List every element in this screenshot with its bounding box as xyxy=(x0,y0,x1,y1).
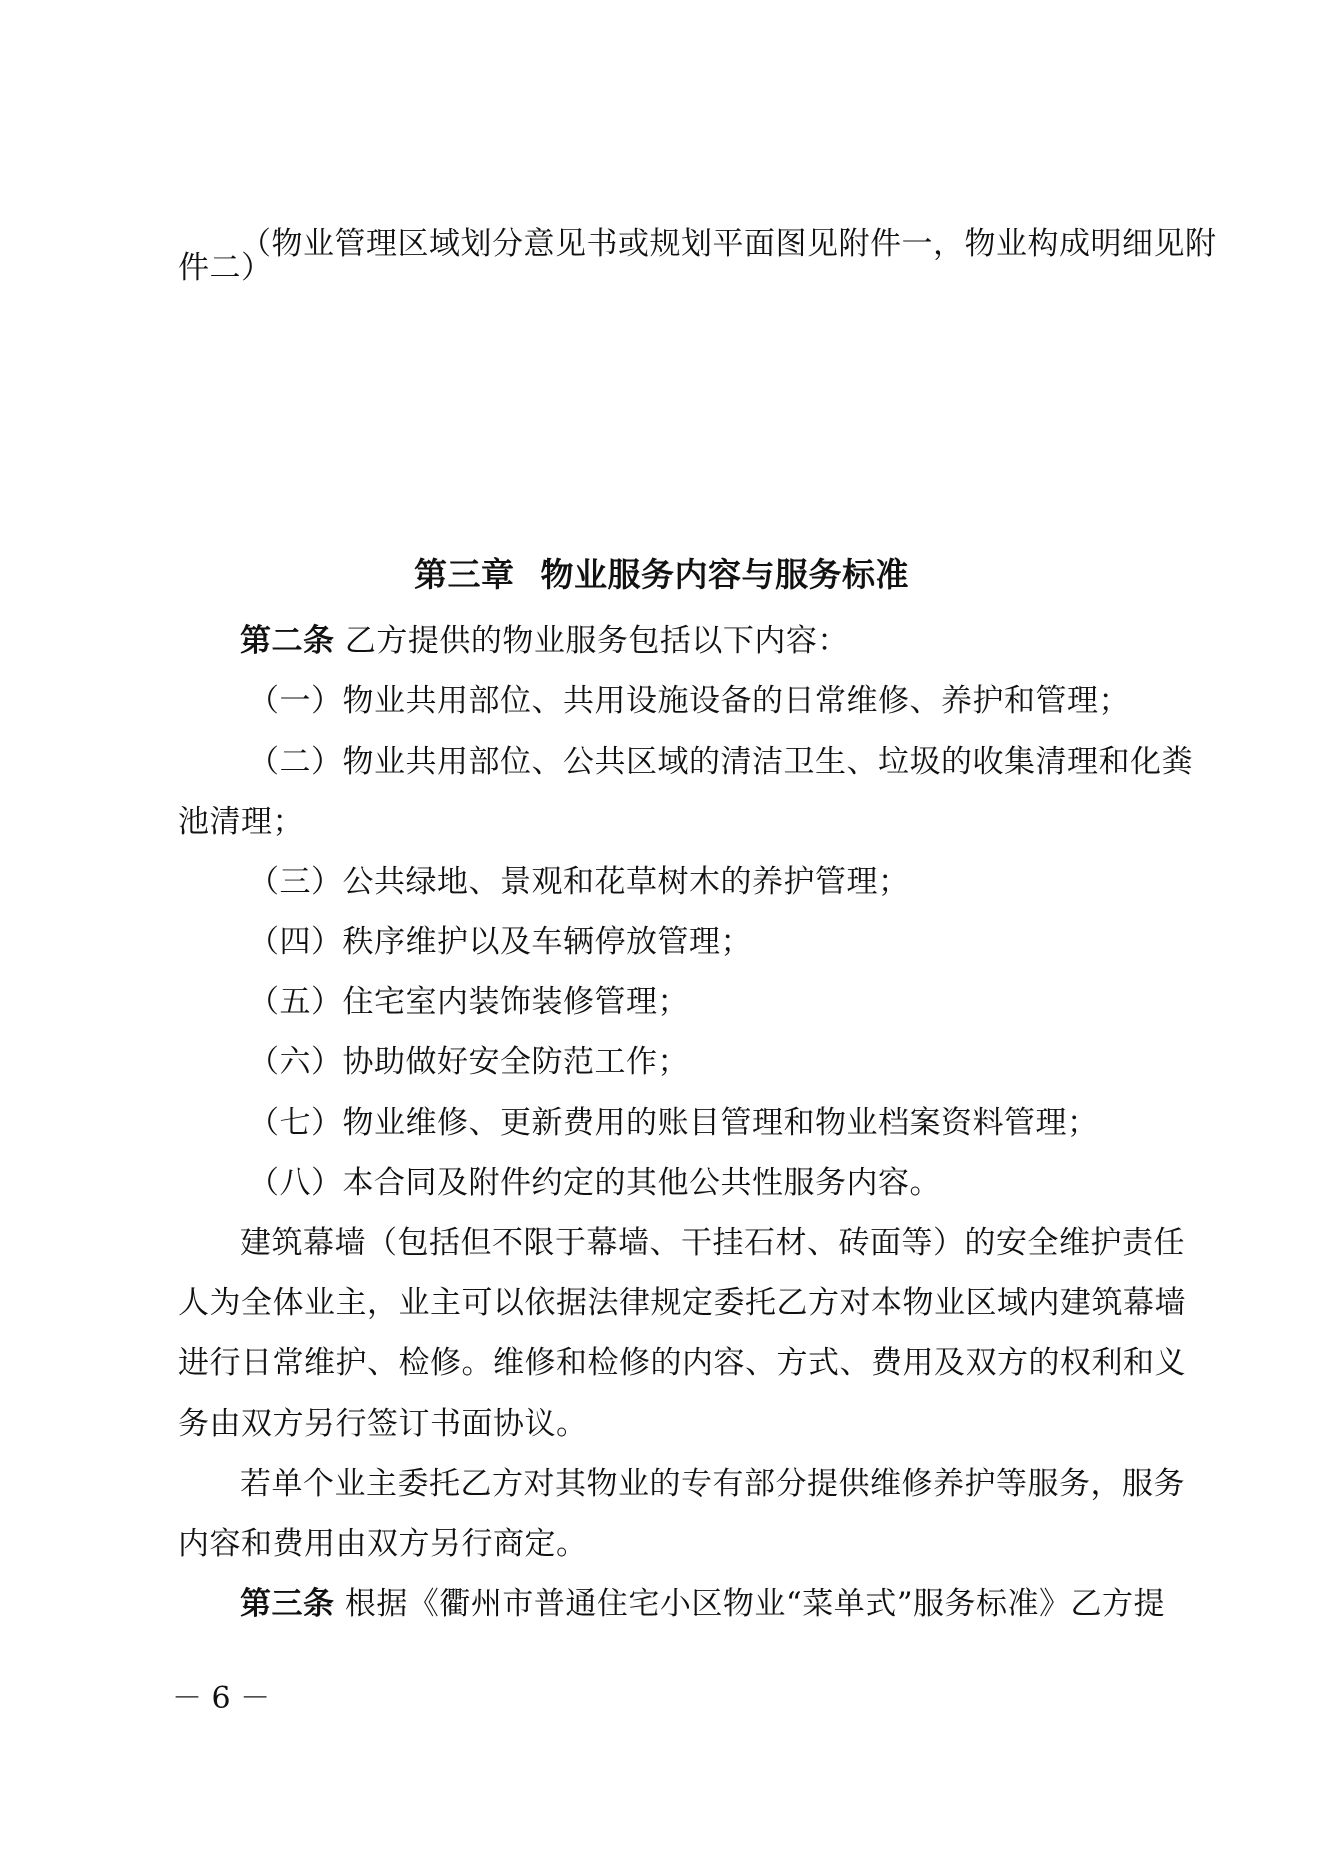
article-3 xyxy=(240,1584,1230,1624)
attachment-note-line-1: （物业管理区域划分意见书或规划平面图见附件一，物业构成明细见附 xyxy=(240,226,1217,262)
service-item-1: （一）物业共用部位、共用设施设备的日常维修、养护和管理； xyxy=(248,683,1130,719)
article-3-label: 第三条 xyxy=(240,1586,335,1622)
service-item-2: （二）物业共用部位、公共区域的清洁卫生、垃圾的收集清理和化粪 xyxy=(248,744,1193,780)
attachment-note-line-2: 件二） xyxy=(178,250,273,286)
curtain-wall-paragraph-line-4: 务由双方另行签订书面协议。 xyxy=(178,1406,588,1442)
service-item-4: （四）秩序维护以及车辆停放管理； xyxy=(248,924,752,960)
article-2-label: 第二条 xyxy=(240,623,335,659)
service-item-3: （三）公共绿地、景观和花草树木的养护管理； xyxy=(248,864,910,900)
page-number: － 6 － xyxy=(172,1681,271,1716)
article-2 xyxy=(240,621,1230,661)
curtain-wall-paragraph-line-1: 建筑幕墙（包括但不限于幕墙、干挂石材、砖面等）的安全维护责任 xyxy=(240,1225,1185,1261)
article-3-text: 根据《衢州市普通住宅小区物业“菜单式”服务标准》乙方提 xyxy=(344,1586,1166,1622)
service-item-6: （六）协助做好安全防范工作； xyxy=(248,1044,689,1080)
curtain-wall-paragraph-line-3: 进行日常维护、检修。维修和检修的内容、方式、费用及双方的权利和义 xyxy=(178,1345,1186,1381)
chapter-number: 第三章 xyxy=(414,555,515,594)
individual-owner-paragraph-line-2: 内容和费用由双方另行商定。 xyxy=(178,1526,588,1562)
service-item-8: （八）本合同及附件约定的其他公共性服务内容。 xyxy=(248,1165,941,1201)
service-item-7: （七）物业维修、更新费用的账目管理和物业档案资料管理； xyxy=(248,1105,1099,1141)
curtain-wall-paragraph-line-2: 人为全体业主，业主可以依据法律规定委托乙方对本物业区域内建筑幕墙 xyxy=(178,1285,1186,1321)
individual-owner-paragraph-line-1: 若单个业主委托乙方对其物业的专有部分提供维修养护等服务，服务 xyxy=(240,1466,1185,1502)
chapter-heading xyxy=(0,553,1323,597)
service-item-2-continuation: 池清理； xyxy=(178,804,304,840)
article-2-text: 乙方提供的物业服务包括以下内容： xyxy=(344,623,849,659)
service-item-5: （五）住宅室内装饰装修管理； xyxy=(248,984,689,1020)
chapter-title: 物业服务内容与服务标准 xyxy=(540,555,909,594)
